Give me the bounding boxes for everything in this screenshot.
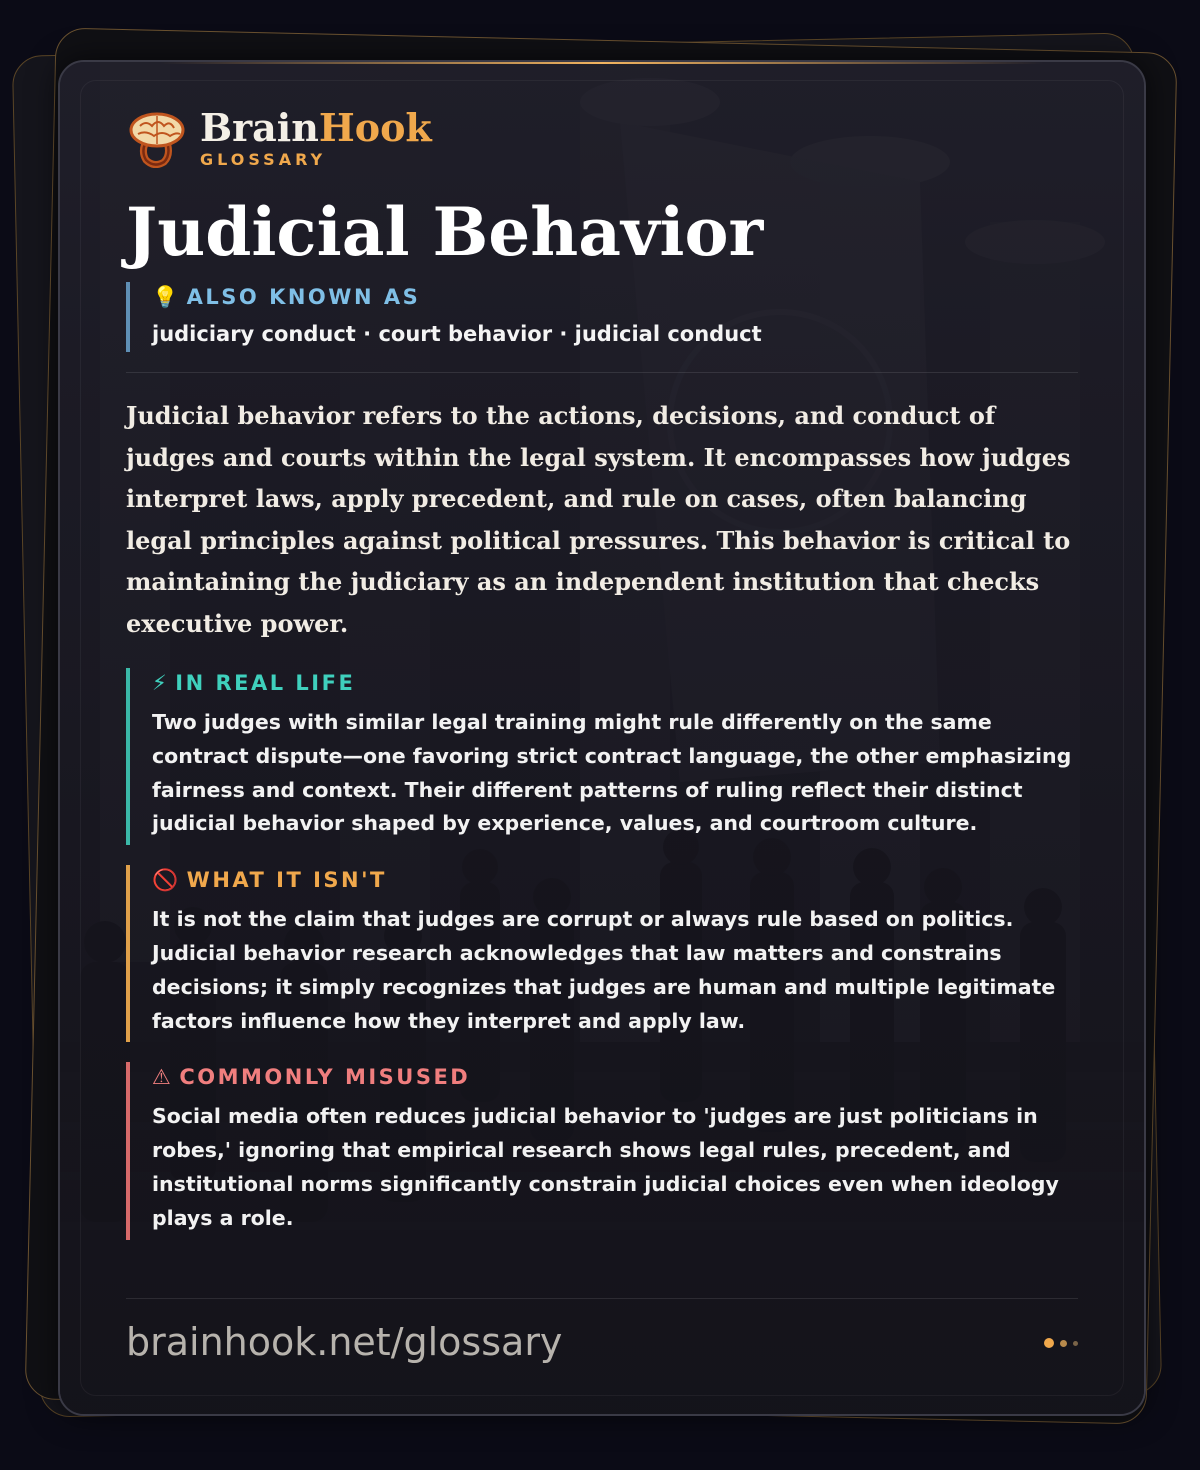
also-known-as-heading (152, 284, 1078, 310)
also-known-as-section (126, 282, 1078, 352)
brand-header (126, 102, 1078, 174)
brand-text (200, 104, 432, 169)
section-divider (126, 372, 1078, 373)
what-it-isnt-heading (152, 867, 1078, 893)
commonly-misused-section (126, 1062, 1078, 1239)
warning-icon: ⚠ (152, 1065, 174, 1090)
term-title: Judicial Behavior (126, 193, 764, 271)
brand-name (200, 104, 432, 150)
lightning-icon: ⚡ (152, 671, 170, 695)
what-it-isnt-heading-text: WHAT IT ISN'T (186, 868, 387, 893)
in-real-life-heading (152, 670, 1078, 696)
commonly-misused-heading-text: COMMONLY MISUSED (179, 1065, 471, 1090)
dot (1073, 1341, 1078, 1346)
card-content (126, 102, 1078, 1240)
no-entry-icon: 🚫 (152, 868, 181, 893)
commonly-misused-text: Social media often reduces judicial behavior to 'judges are just politicians in robes,' ignoring that empirical research shows legal rules, precedent, and institutional norms significantly constrain judicial choices even when ideology plays a role. (152, 1104, 1059, 1230)
footer-divider (126, 1298, 1078, 1299)
in-real-life-text: Two judges with similar legal training might rule differently on the same contract dispute—one favoring strict contract language, the other emphasizing fairness and context. Their different patterns of ruling reflect their distinct judicial behavior shaped by experience, values, and courtroom culture. (152, 710, 1072, 836)
glossary-card (58, 60, 1146, 1416)
top-glow-accent (160, 62, 1044, 64)
brand-name-part2: Hook (318, 104, 432, 150)
brand-name-part1: Brain (200, 104, 319, 150)
in-real-life-heading-text: IN REAL LIFE (175, 671, 356, 695)
dot (1060, 1340, 1067, 1347)
brain-hook-logo-icon (126, 108, 186, 168)
commonly-misused-heading (152, 1064, 1078, 1090)
lightbulb-icon: 💡 (152, 285, 181, 309)
what-it-isnt-section (126, 865, 1078, 1042)
dot-active (1044, 1338, 1054, 1348)
brand-subtitle: GLOSSARY (200, 149, 327, 169)
footer-url[interactable]: brainhook.net/glossary (126, 1320, 563, 1364)
what-it-isnt-text: It is not the claim that judges are corrupt or always rule based on politics. Judicial behavior research acknowledges that law matters and constrains decisions; it simply recognizes that judges are human and multiple legitimate factors influence how they interpret and apply law. (152, 907, 1056, 1033)
in-real-life-section (126, 668, 1078, 845)
also-known-as-heading-text: ALSO KNOWN AS (186, 285, 421, 309)
pagination-dots (1038, 1338, 1078, 1348)
also-known-as-terms: judiciary conduct · court behavior · judicial conduct (152, 322, 762, 346)
term-definition: Judicial behavior refers to the actions, decisions, and conduct of judges and courts within the legal system. It encompasses how judges interpret laws, apply precedent, and rule on cases, often balancing legal principles against political pressures. This behavior is critical to maintaining the judiciary as an independent institution that checks executive power. (126, 401, 1071, 638)
